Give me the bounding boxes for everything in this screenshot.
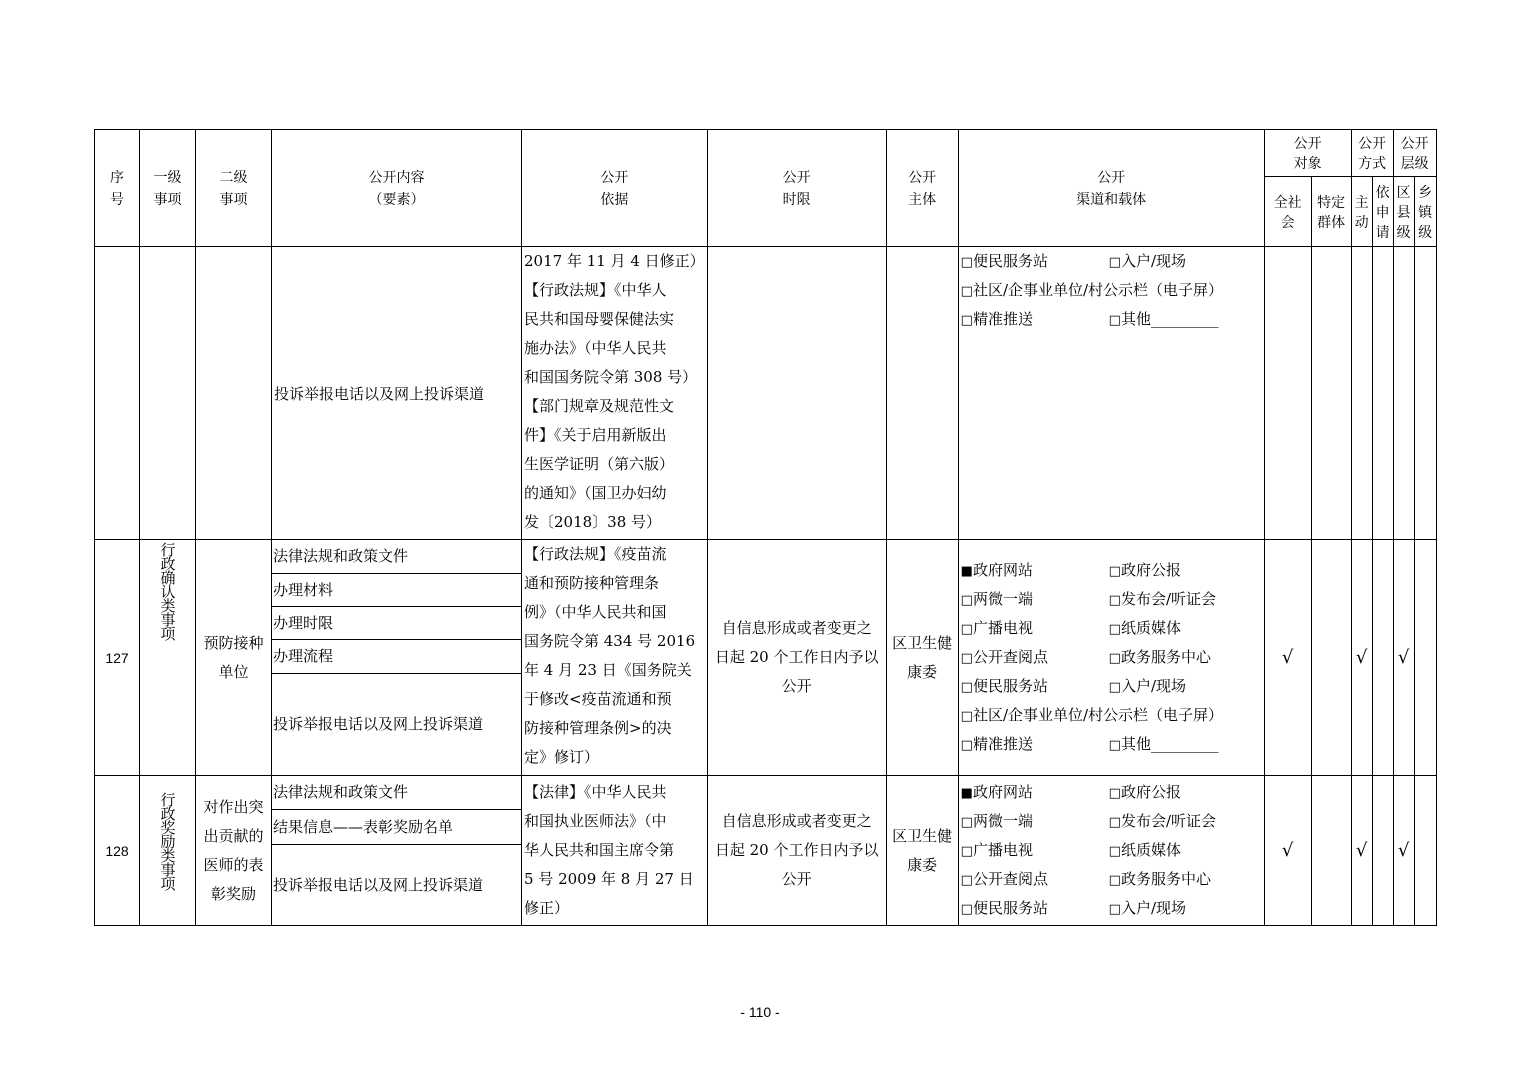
- checkbox-icon: □: [1108, 902, 1121, 917]
- level1-cell: [140, 540, 196, 776]
- channel-label: 便民服务站: [972, 252, 1048, 270]
- header-basis-line2: 依据: [600, 191, 629, 207]
- check-request: [1372, 247, 1393, 540]
- channel-label: 发布会/听证会: [1120, 590, 1217, 608]
- basis-line: 国务院令第 434 号 2016: [524, 632, 696, 650]
- checkbox-icon: □: [960, 313, 973, 328]
- page-number: - 110 -: [740, 1004, 780, 1020]
- time-limit-cell: [707, 776, 886, 926]
- checkbox-icon: □: [1108, 844, 1121, 859]
- level2-cell: [196, 540, 272, 776]
- header-subject-line1: 公开: [908, 169, 937, 185]
- disclosure-table: [94, 129, 1437, 926]
- header-level2: [196, 130, 272, 247]
- channel-label: 精准推送: [972, 310, 1033, 328]
- channel-option: [961, 807, 1109, 836]
- level1-text: 行政奖励类事项: [158, 792, 177, 890]
- level2-line: 对作出突: [203, 797, 264, 816]
- header-method-text: 公开方式: [1358, 135, 1387, 171]
- basis-line: 【部门规章及规范性文: [524, 397, 675, 415]
- header-channel: [958, 130, 1264, 247]
- checkbox-icon: □: [960, 680, 973, 695]
- channel-label: 纸质媒体: [1120, 841, 1181, 859]
- checkbox-checked-icon: ■: [960, 786, 973, 801]
- level1-cell: [140, 247, 196, 540]
- seq-cell: [95, 247, 140, 540]
- basis-line: 华人民共和国主席令第: [524, 841, 675, 859]
- channel-cell: [958, 776, 1264, 926]
- checkbox-icon: □: [1108, 593, 1121, 608]
- check-all: √: [1264, 540, 1311, 776]
- channel-label: 便民服务站: [972, 677, 1048, 695]
- content-list: [272, 540, 521, 775]
- check-active: √: [1351, 540, 1372, 776]
- header-basis: [522, 130, 708, 247]
- basis-line: 2017 年 11 月 4 日修正）: [524, 252, 705, 270]
- checkbox-icon: □: [960, 593, 973, 608]
- level1-text: 行政确认类事项: [158, 542, 177, 640]
- channel-option: [961, 701, 1223, 730]
- checkbox-icon: □: [960, 844, 973, 859]
- checkbox-icon: □: [960, 738, 973, 753]
- content-list: [272, 776, 521, 925]
- header-subject: [886, 130, 958, 247]
- header-level-district-text: 区县级: [1396, 183, 1411, 240]
- channel-option: [1109, 807, 1216, 836]
- header-audience-all-text: 全社会: [1273, 193, 1302, 230]
- channel-label: 政务服务中心: [1120, 870, 1211, 888]
- channel-line: [961, 247, 1264, 276]
- channel-option: [961, 894, 1109, 923]
- channel-label: 政府公报: [1120, 783, 1181, 801]
- channel-option: [1109, 672, 1186, 701]
- header-time-limit: [707, 130, 886, 247]
- subject-line: 康委: [907, 855, 938, 874]
- check-specific: [1311, 247, 1351, 540]
- channel-label: 公开查阅点: [972, 648, 1048, 666]
- check-district: [1393, 247, 1414, 540]
- content-item: 办理时限: [272, 606, 521, 639]
- checkbox-icon: □: [960, 651, 973, 666]
- content-item: 投诉举报电话以及网上投诉渠道: [272, 673, 521, 775]
- channel-line: [961, 836, 1264, 865]
- check-all: [1264, 247, 1311, 540]
- channel-option: [961, 585, 1109, 614]
- header-audience-all: [1264, 177, 1311, 247]
- header-time-line1: 公开: [782, 169, 811, 185]
- content-item: 投诉举报电话以及网上投诉渠道: [274, 384, 485, 403]
- header-channel-line1: 公开: [1097, 169, 1126, 185]
- checkbox-icon: □: [1108, 564, 1121, 579]
- basis-line: 5 号 2009 年 8 月 27 日: [524, 870, 694, 888]
- subject-line: 区卫生健: [892, 826, 953, 845]
- subject-cell: [886, 540, 958, 776]
- channel-line: [961, 778, 1264, 807]
- table-row: [95, 540, 1437, 776]
- level2-line: 出贡献的: [203, 826, 264, 845]
- level1-cell: [140, 776, 196, 926]
- header-content-line2: （要素）: [368, 191, 425, 207]
- channel-label: 入户/现场: [1120, 899, 1187, 917]
- check-specific: [1311, 540, 1351, 776]
- content-item: 法律法规和政策文件: [273, 783, 409, 802]
- channel-option: [1109, 305, 1219, 334]
- content-item: 办理材料: [272, 573, 521, 606]
- basis-line: 定》修订）: [524, 748, 600, 766]
- basis-line: 件】《关于启用新版出: [524, 426, 667, 444]
- channel-label: 其他_________: [1120, 310, 1219, 328]
- header-content: [272, 130, 522, 247]
- channel-label: 精准推送: [972, 735, 1033, 753]
- header-audience-specific: [1311, 177, 1351, 247]
- channel-label: 发布会/听证会: [1120, 812, 1217, 830]
- checkbox-icon: □: [1108, 738, 1121, 753]
- channel-label: 公开查阅点: [972, 870, 1048, 888]
- channel-label: 社区/企事业单位/村公示栏（电子屏）: [972, 281, 1224, 299]
- level2-cell: [196, 776, 272, 926]
- channel-line: [961, 865, 1264, 894]
- time-limit-line: 自信息形成或者变更之: [721, 619, 872, 637]
- checkbox-checked-icon: ■: [960, 564, 973, 579]
- channel-label: 两微一端: [972, 812, 1033, 830]
- channel-option: [961, 865, 1109, 894]
- checkbox-icon: □: [1108, 622, 1121, 637]
- header-method-request: [1372, 177, 1393, 247]
- subject-line: 区卫生健: [892, 633, 953, 652]
- header-basis-line1: 公开: [600, 169, 629, 185]
- channel-line: [961, 894, 1264, 923]
- header-seq: [95, 130, 140, 247]
- basis-line: 和国国务院令第 308 号）: [524, 368, 698, 386]
- channel-line: [961, 305, 1264, 334]
- basis-line: 【行政法规】《中华人: [524, 281, 667, 299]
- channel-line: [961, 276, 1264, 305]
- time-limit-line: 公开: [781, 870, 812, 888]
- checkbox-icon: □: [1108, 873, 1121, 888]
- checkbox-icon: □: [960, 255, 973, 270]
- header-method: [1351, 130, 1393, 177]
- channel-line: [961, 807, 1264, 836]
- content-cell: [272, 776, 522, 926]
- channel-option: [1109, 556, 1181, 585]
- channel-label: 便民服务站: [972, 899, 1048, 917]
- checkbox-icon: □: [1108, 680, 1121, 695]
- channel-option: [1109, 894, 1186, 923]
- header-method-active: [1351, 177, 1372, 247]
- time-limit-line: 公开: [781, 677, 812, 695]
- header-channel-line2: 渠道和载体: [1076, 191, 1147, 207]
- level2-line: 彰奖励: [210, 884, 256, 903]
- check-town: [1414, 776, 1436, 926]
- header-audience-text: 公开对象: [1293, 135, 1322, 171]
- check-specific: [1311, 776, 1351, 926]
- check-town: [1414, 247, 1436, 540]
- checkbox-icon: □: [1108, 815, 1121, 830]
- basis-line: 【行政法规】《疫苗流: [524, 545, 667, 563]
- channel-label: 两微一端: [972, 590, 1033, 608]
- channel-label: 入户/现场: [1120, 677, 1187, 695]
- basis-line: 生医学证明（第六版）: [524, 455, 675, 473]
- time-limit-cell: [707, 247, 886, 540]
- channel-option: [961, 556, 1109, 585]
- header-method-request-text: 依申请: [1375, 183, 1390, 240]
- subject-cell: [886, 776, 958, 926]
- channel-label: 广播电视: [972, 841, 1033, 859]
- channel-option: [1109, 836, 1181, 865]
- channel-label: 其他_________: [1120, 735, 1219, 753]
- content-item: 办理流程: [272, 639, 521, 673]
- channel-line: [961, 701, 1264, 730]
- check-all: √: [1264, 776, 1311, 926]
- time-limit-line: 日起 20 个工作日内予以: [714, 841, 879, 859]
- content-cell: [272, 540, 522, 776]
- header-level: [1393, 130, 1436, 177]
- level2-line: 医师的表: [203, 855, 264, 874]
- seq-cell: 127: [95, 540, 140, 776]
- check-district: √: [1393, 540, 1414, 776]
- table-row: [95, 247, 1437, 540]
- checkbox-icon: □: [960, 709, 973, 724]
- channel-line: [961, 730, 1264, 759]
- level2-cell: [196, 247, 272, 540]
- content-cell: [272, 247, 522, 540]
- channel-label: 政府公报: [1120, 561, 1181, 579]
- checkbox-icon: □: [960, 815, 973, 830]
- checkbox-icon: □: [960, 902, 973, 917]
- subject-line: 康委: [907, 662, 938, 681]
- channel-option: [961, 305, 1109, 334]
- channel-cell: [958, 247, 1264, 540]
- channel-label: 广播电视: [972, 619, 1033, 637]
- check-active: [1351, 247, 1372, 540]
- channel-option: [961, 730, 1109, 759]
- checkbox-icon: □: [1108, 651, 1121, 666]
- check-district: √: [1393, 776, 1414, 926]
- channel-option: [961, 643, 1109, 672]
- channel-option: [961, 836, 1109, 865]
- channel-option: [1109, 585, 1216, 614]
- content-item: 投诉举报电话以及网上投诉渠道: [272, 844, 521, 925]
- check-request: [1372, 776, 1393, 926]
- basis-line: 通和预防接种管理条: [524, 574, 660, 592]
- channel-option: [1109, 865, 1211, 894]
- header-level-text: 公开层级: [1400, 135, 1429, 171]
- checkbox-icon: □: [1108, 255, 1121, 270]
- header-audience: [1264, 130, 1351, 177]
- channel-label: 政务服务中心: [1120, 648, 1211, 666]
- content-item: 法律法规和政策文件: [273, 547, 409, 566]
- channel-label: 政府网站: [972, 783, 1033, 801]
- checkbox-icon: □: [1108, 313, 1121, 328]
- content-item: 结果信息——表彰奖励名单: [272, 809, 521, 844]
- level2-line: 单位: [218, 662, 249, 681]
- channel-option: [961, 614, 1109, 643]
- channel-option: [961, 778, 1109, 807]
- basis-line: 例》（中华人民共和国: [524, 603, 667, 621]
- channel-label: 纸质媒体: [1120, 619, 1181, 637]
- header-level-town-text: 乡镇级: [1418, 183, 1433, 240]
- basis-line: 和国执业医师法》（中: [524, 812, 667, 830]
- channel-option: [961, 276, 1223, 305]
- basis-line: 修正）: [524, 899, 570, 917]
- channel-cell: [958, 540, 1264, 776]
- header-audience-specific-text: 特定群体: [1317, 193, 1346, 230]
- header-level-town: [1414, 177, 1436, 247]
- header-subject-line2: 主体: [908, 191, 937, 207]
- check-town: [1414, 540, 1436, 776]
- header-level-district: [1393, 177, 1414, 247]
- channel-line: [961, 643, 1264, 672]
- basis-line: 发〔2018〕38 号）: [524, 513, 662, 531]
- channel-option: [1109, 730, 1219, 759]
- table-row: [95, 776, 1437, 926]
- header-content-line1: 公开内容: [368, 169, 425, 185]
- basis-line: 防接种管理条例>的决: [524, 719, 672, 737]
- time-limit-line: 日起 20 个工作日内予以: [714, 648, 879, 666]
- channel-option: [1109, 247, 1186, 276]
- check-active: √: [1351, 776, 1372, 926]
- basis-line: 的通知》（国卫办妇幼: [524, 484, 667, 502]
- seq-cell: 128: [95, 776, 140, 926]
- checkbox-icon: □: [960, 622, 973, 637]
- check-request: [1372, 540, 1393, 776]
- channel-option: [961, 672, 1109, 701]
- checkbox-icon: □: [960, 873, 973, 888]
- channel-line: [961, 585, 1264, 614]
- header-method-active-text: 主动: [1354, 193, 1369, 230]
- channel-label: 政府网站: [972, 561, 1033, 579]
- basis-line: 民共和国母婴保健法实: [524, 310, 675, 328]
- checkbox-icon: □: [1108, 786, 1121, 801]
- header-level1: [140, 130, 196, 247]
- channel-line: [961, 614, 1264, 643]
- channel-label: 入户/现场: [1120, 252, 1187, 270]
- subject-cell: [886, 247, 958, 540]
- channel-label: 社区/企事业单位/村公示栏（电子屏）: [972, 706, 1224, 724]
- header-level1-text: 一级事项: [153, 169, 182, 207]
- basis-cell: [522, 776, 708, 926]
- time-limit-cell: [707, 540, 886, 776]
- basis-line: 【法律】《中华人民共: [524, 783, 667, 801]
- basis-cell: [522, 247, 708, 540]
- channel-option: [1109, 614, 1181, 643]
- basis-line: 于修改<疫苗流通和预: [524, 690, 672, 708]
- basis-cell: [522, 540, 708, 776]
- channel-line: [961, 556, 1264, 585]
- channel-option: [1109, 643, 1211, 672]
- checkbox-icon: □: [960, 284, 973, 299]
- level2-line: 预防接种: [203, 633, 264, 652]
- header-seq-text: 序号: [110, 169, 124, 207]
- basis-line: 施办法》（中华人民共: [524, 339, 667, 357]
- basis-line: 年 4 月 23 日《国务院关: [524, 661, 692, 679]
- channel-option: [1109, 778, 1181, 807]
- channel-option: [961, 247, 1109, 276]
- header-level2-text: 二级事项: [219, 169, 248, 207]
- time-limit-line: 自信息形成或者变更之: [721, 812, 872, 830]
- header-time-line2: 时限: [782, 191, 811, 207]
- channel-line: [961, 672, 1264, 701]
